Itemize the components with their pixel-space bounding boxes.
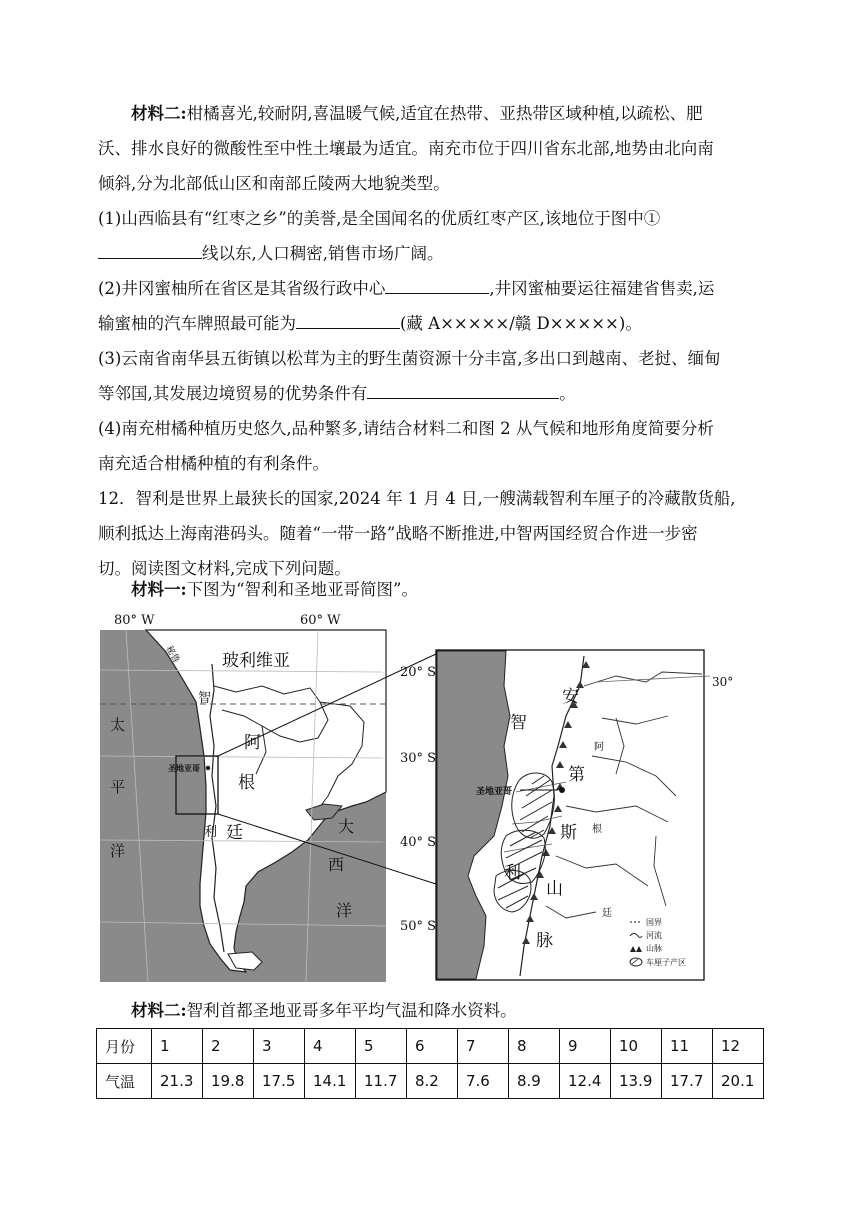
question-2-line-1a: (2)井冈蜜柚所在省区是其省级行政中心 — [98, 279, 386, 298]
question-2-line-1b: ,井冈蜜柚要运往福建省售卖,运 — [489, 279, 715, 298]
santiago-marker-left — [206, 766, 210, 770]
table-header-cell: 3 — [254, 1029, 305, 1064]
label-peru: 秘鲁 — [163, 644, 182, 666]
label-pacific-1: 太 — [110, 716, 126, 734]
lat-label-20s: 20° S — [400, 665, 437, 680]
lat-label-30s: 30° S — [400, 751, 437, 766]
material2-table-caption — [98, 993, 770, 1028]
material2-citrus — [98, 96, 770, 201]
table-cell: 8.9 — [509, 1064, 560, 1099]
material1-caption — [98, 572, 770, 607]
table-header-cell: 1 — [152, 1029, 203, 1064]
question-4-line-2: 南充适合柑橘种植的有利条件。 — [98, 454, 329, 473]
table-header-cell: 9 — [560, 1029, 611, 1064]
left-map — [100, 613, 436, 982]
q12-line-1: 12．智利是世界上最狭长的国家,2024 年 1 月 4 日,一艘满载智利车厘子的冷藏散货船, — [98, 489, 736, 508]
q12-line-3: 切。阅读图文材料,完成下列问题。 — [98, 559, 351, 578]
inset-label-andes-2: 第 — [568, 765, 585, 785]
q12-line-2: 顺利抵达上海南港码头。随着“一带一路”战略不断推进,中智两国经贸合作进一步密 — [98, 524, 698, 543]
inset-label-andes-5: 脉 — [536, 931, 553, 951]
table-cell: 17.7 — [662, 1064, 713, 1099]
table-header-cell: 6 — [407, 1029, 458, 1064]
inset-label-argentina-1: 阿 — [594, 742, 604, 753]
material1-label: 材料一: — [131, 580, 187, 599]
inset-label-argentina-3: 廷 — [602, 908, 612, 919]
label-atlantic-1: 大 — [338, 817, 355, 836]
table-header-cell: 月份 — [97, 1029, 152, 1064]
table-header-cell: 2 — [203, 1029, 254, 1064]
table-cell: 11.7 — [356, 1064, 407, 1099]
inset-label-andes-4: 山 — [546, 879, 563, 899]
question-1-line-2: 线以东,人口稠密,销售市场广阔。 — [202, 244, 444, 263]
label-argentina-3: 廷 — [226, 823, 243, 843]
table-header-cell: 10 — [611, 1029, 662, 1064]
label-chile-1: 智 — [198, 691, 212, 706]
table-cell: 19.8 — [203, 1064, 254, 1099]
label-atlantic-2: 西 — [328, 855, 345, 874]
answer-blank-3[interactable] — [296, 310, 400, 329]
material2-line-1: 柑橘喜光,较耐阴,喜温暖气候,适宜在热带、亚热带区域种植,以疏松、肥 — [186, 104, 703, 123]
material1-text: 下图为“智利和圣地亚哥简图”。 — [186, 580, 418, 599]
table-cell: 20.1 — [713, 1064, 764, 1099]
legend-river: 河流 — [646, 931, 662, 940]
chile-santiago-map — [96, 606, 760, 986]
table-header-cell: 12 — [713, 1029, 764, 1064]
question-1-line-1: (1)山西临县有“红枣之乡”的美誉,是全国闻名的优质红枣产区,该地位于图中① — [98, 209, 661, 228]
table-cell: 7.6 — [458, 1064, 509, 1099]
question-3-line-1: (3)云南省南华县五街镇以松茸为主的野生菌资源十分丰富,多出口到越南、老挝、缅甸 — [98, 349, 721, 368]
inset-label-chile-2: 利 — [504, 863, 521, 883]
climate-table — [96, 1028, 764, 1099]
table-cell: 13.9 — [611, 1064, 662, 1099]
lat-label-40s: 40° S — [400, 835, 437, 850]
material2-label: 材料二: — [131, 104, 187, 123]
label-santiago-left: 圣地亚哥 — [168, 763, 200, 773]
label-pacific-2: 平 — [110, 778, 126, 796]
answer-blank-2[interactable] — [385, 275, 489, 294]
table-cell: 12.4 — [560, 1064, 611, 1099]
table-cell: 14.1 — [305, 1064, 356, 1099]
question-3-line-2a: 等邻国,其发展边境贸易的优势条件有 — [98, 384, 368, 403]
table-cell: 气温 — [97, 1064, 152, 1099]
label-pacific-3: 洋 — [110, 842, 126, 860]
inset-label-chile-1: 智 — [510, 713, 527, 733]
answer-blank-1[interactable] — [98, 240, 202, 259]
questions — [98, 201, 770, 481]
question-2-line-2b: (藏 A×××××/赣 D×××××)。 — [400, 314, 642, 333]
inset-label-andes-3: 斯 — [560, 823, 577, 843]
lon-label-80w: 80° W — [114, 613, 155, 628]
question-12 — [98, 481, 770, 586]
label-chile-2: 利 — [204, 825, 218, 840]
legend-border: 国界 — [646, 918, 662, 927]
question-2-line-2a: 输蜜柚的汽车牌照最可能为 — [98, 314, 296, 333]
material2-line-2: 沃、排水良好的微酸性至中性土壤最为适宜。南充市位于四川省东北部,地势由北向南 — [98, 139, 714, 158]
material2-table-label: 材料二: — [131, 1001, 187, 1020]
question-3-line-2b: 。 — [559, 384, 576, 403]
table-row — [97, 1029, 764, 1064]
question-4-line-1: (4)南充柑橘种植历史悠久,品种繁多,请结合材料二和图 2 从气候和地形角度简要分析 — [98, 419, 714, 438]
answer-blank-4[interactable] — [367, 380, 559, 399]
legend-mountain: 山脉 — [646, 944, 662, 953]
table-cell: 21.3 — [152, 1064, 203, 1099]
table-header-cell: 8 — [509, 1029, 560, 1064]
table-cell: 8.2 — [407, 1064, 458, 1099]
table-row — [97, 1064, 764, 1099]
label-bolivia: 玻利维亚 — [222, 651, 290, 671]
santiago-marker-inset — [559, 787, 565, 793]
table-header-cell: 5 — [356, 1029, 407, 1064]
inset-label-andes-1: 安 — [562, 687, 579, 707]
label-atlantic-3: 洋 — [336, 901, 353, 920]
table-cell: 17.5 — [254, 1064, 305, 1099]
lat-label-50s: 50° S — [400, 919, 437, 934]
right-inset-map — [436, 650, 733, 980]
table-header-cell: 11 — [662, 1029, 713, 1064]
material2-table-text: 智利首都圣地亚哥多年平均气温和降水资料。 — [186, 1001, 517, 1020]
label-argentina-1: 阿 — [244, 733, 261, 753]
label-santiago-inset: 圣地亚哥 — [476, 787, 513, 797]
label-argentina-2: 根 — [238, 773, 255, 793]
table-header-cell: 7 — [458, 1029, 509, 1064]
legend-cherry-region: 车厘子产区 — [646, 958, 686, 967]
inset-label-argentina-2: 根 — [592, 824, 602, 835]
lon-label-60w: 60° W — [300, 613, 341, 628]
inset-lat-30: 30° — [712, 675, 734, 689]
material2-line-3: 倾斜,分为北部低山区和南部丘陵两大地貌类型。 — [98, 174, 450, 193]
table-header-cell: 4 — [305, 1029, 356, 1064]
